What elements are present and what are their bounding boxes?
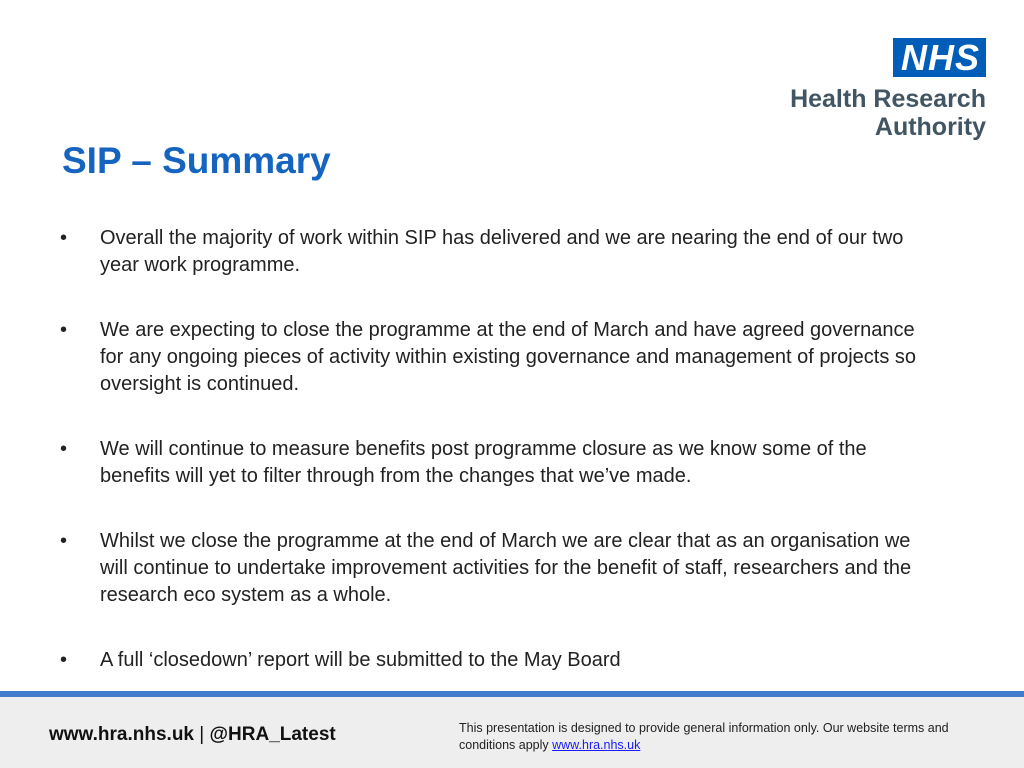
bullet-text: Whilst we close the programme at the end of March we are clear that as an organisation we will continue to undertake improvement activities for the benefit of staff, researchers and the research eco system as a whole. — [100, 530, 912, 606]
twitter-handle[interactable]: @HRA_Latest — [209, 724, 336, 745]
bullet-text: We are expecting to close the programme at the end of March and have agreed governance for any ongoing pieces of activity within existing governance and management of projects so oversight is continued. — [100, 319, 917, 395]
bullet-marker: • — [60, 649, 68, 671]
bullet-marker: • — [60, 530, 68, 552]
contact-separator: | — [194, 724, 210, 745]
footer-contact — [49, 724, 336, 746]
bullet-list — [56, 225, 936, 674]
bullet-text: A full ‘closedown’ report will be submitted to the May Board — [100, 649, 621, 671]
bullet-text: We will continue to measure benefits post programme closure as we know some of the benefits will yet to filter through from the changes that we’ve made. — [100, 438, 867, 487]
org-name-line-1: Health Research — [790, 85, 986, 113]
footer — [0, 697, 1024, 768]
bullet-item — [56, 528, 936, 609]
bullet-text: Overall the majority of work within SIP has delivered and we are nearing the end of our two year work programme. — [100, 227, 904, 276]
bullet-item — [56, 225, 936, 279]
footer-disclaimer — [459, 720, 999, 754]
org-name-line-2: Authority — [874, 113, 986, 141]
slide-title: SIP – Summary — [62, 140, 331, 181]
bullet-marker: • — [60, 319, 68, 341]
bullet-item — [56, 436, 936, 490]
bullet-item — [56, 647, 936, 674]
bullet-marker: • — [60, 438, 68, 460]
bullet-marker: • — [60, 227, 68, 249]
disclaimer-link[interactable]: www.hra.nhs.uk — [552, 738, 641, 752]
disclaimer-text: This presentation is designed to provide general information only. Our website terms and conditions apply — [459, 721, 949, 752]
website-link[interactable]: www.hra.nhs.uk — [49, 724, 194, 745]
nhs-logo-mark: NHS — [893, 38, 986, 77]
hra-logo — [776, 38, 986, 141]
bullet-item — [56, 317, 936, 398]
